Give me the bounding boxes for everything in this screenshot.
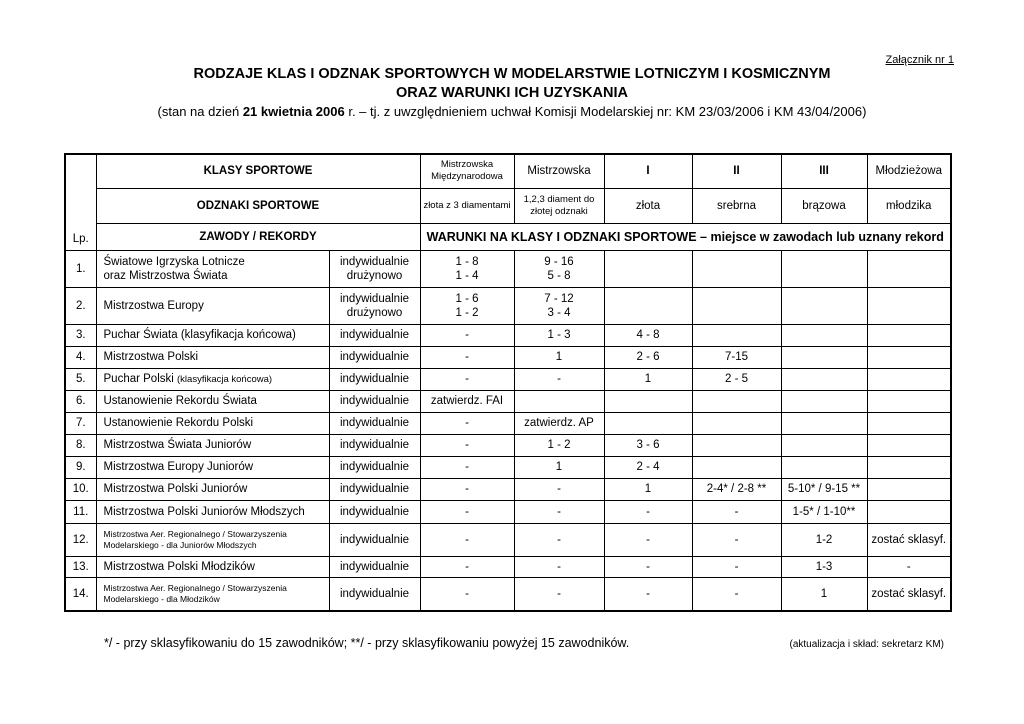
event-name: Mistrzostwa Polski: [96, 346, 329, 368]
odznaka-5: młodzika: [867, 188, 951, 223]
event-name: Mistrzostwa Aer. Regionalnego / Stowarzyszenia Modelarskiego - dla Młodzików: [96, 577, 329, 611]
cell-mm: -: [420, 556, 514, 577]
cell-ii: -: [692, 556, 781, 577]
event-type: indywidualnie: [329, 478, 420, 500]
cell-m: -: [514, 478, 604, 500]
cell-i: 1: [604, 478, 692, 500]
warunki-label: WARUNKI NA KLASY I ODZNAKI SPORTOWE – miejsce w zawodach lub uznany rekord: [420, 223, 951, 250]
table-row: [65, 412, 951, 434]
cell-ii: [692, 456, 781, 478]
event-type: indywidualnie: [329, 434, 420, 456]
event-type: indywidualnie: [329, 456, 420, 478]
odznaka-2: złota: [604, 188, 692, 223]
cell-m: zatwierdz. AP: [514, 412, 604, 434]
event-type: indywidualnie drużynowo: [329, 250, 420, 287]
page-subtitle: ORAZ WARUNKI ICH UZYSKANIA: [396, 85, 628, 101]
event-type: indywidualnie: [329, 390, 420, 412]
cell-i: [604, 250, 692, 287]
table-row: [65, 456, 951, 478]
table-row: [65, 346, 951, 368]
classes-table: [64, 153, 952, 612]
cell-m: 1: [514, 456, 604, 478]
cell-m: 7 - 12 3 - 4: [514, 287, 604, 324]
cell-m: 1 - 2: [514, 434, 604, 456]
cell-mlodz: [867, 346, 951, 368]
cell-ii: -: [692, 523, 781, 556]
cell-mlodz: zostać sklasyf.: [867, 577, 951, 611]
cell-ii: [692, 390, 781, 412]
lp-cell: 6.: [65, 390, 96, 412]
cell-i: 4 - 8: [604, 324, 692, 346]
cell-i: [604, 287, 692, 324]
cell-mm: -: [420, 368, 514, 390]
cell-m: 9 - 16 5 - 8: [514, 250, 604, 287]
cell-mlodz: [867, 368, 951, 390]
cell-mlodz: [867, 456, 951, 478]
cell-mm: -: [420, 412, 514, 434]
cell-ii: [692, 412, 781, 434]
event-name: Puchar Polski (klasyfikacja końcowa): [96, 368, 329, 390]
status-note: (stan na dzień 21 kwietnia 2006 r. – tj. z uwzględnieniem uchwał Komisji Modelarskiej nr: KM 23/03/2006 i KM 43/04/2006): [157, 104, 867, 119]
cell-mlodz: [867, 500, 951, 523]
cell-m: 1: [514, 346, 604, 368]
event-name: Mistrzostwa Polski Młodzików: [96, 556, 329, 577]
cell-m: 1 - 3: [514, 324, 604, 346]
cell-iii: [781, 390, 867, 412]
page-title: RODZAJE KLAS I ODZNAK SPORTOWYCH W MODELARSTWIE LOTNICZYM I KOSMICZNYM: [193, 66, 831, 82]
cell-ii: [692, 287, 781, 324]
klasa-2: I: [604, 154, 692, 188]
lp-cell: 5.: [65, 368, 96, 390]
cell-ii: 2-4* / 2-8 **: [692, 478, 781, 500]
event-name: Mistrzostwa Europy: [96, 287, 329, 324]
table-row: [65, 577, 951, 611]
cell-mm: -: [420, 523, 514, 556]
odznaki-label: ODZNAKI SPORTOWE: [96, 188, 420, 223]
lp-cell: 7.: [65, 412, 96, 434]
lp-cell: 11.: [65, 500, 96, 523]
cell-iii: [781, 324, 867, 346]
cell-iii: [781, 368, 867, 390]
cell-mm: -: [420, 500, 514, 523]
cell-ii: [692, 250, 781, 287]
cell-i: 2 - 6: [604, 346, 692, 368]
cell-iii: 5-10* / 9-15 **: [781, 478, 867, 500]
cell-iii: [781, 412, 867, 434]
cell-mlodz: [867, 287, 951, 324]
klasa-5: Młodzieżowa: [867, 154, 951, 188]
event-type: indywidualnie: [329, 346, 420, 368]
cell-mm: -: [420, 478, 514, 500]
cell-iii: 1: [781, 577, 867, 611]
event-name: Światowe Igrzyska Lotnicze oraz Mistrzostwa Świata: [96, 250, 329, 287]
event-type: indywidualnie: [329, 523, 420, 556]
cell-mm: -: [420, 577, 514, 611]
lp-cell: 12.: [65, 523, 96, 556]
cell-ii: [692, 324, 781, 346]
cell-mlodz: -: [867, 556, 951, 577]
odznaka-0: złota z 3 diamentami: [420, 188, 514, 223]
table-row: [65, 390, 951, 412]
cell-i: -: [604, 577, 692, 611]
lp-cell: 8.: [65, 434, 96, 456]
table-row: [65, 368, 951, 390]
cell-i: -: [604, 500, 692, 523]
attachment-label: Załącznik nr 1: [885, 54, 954, 66]
cell-mlodz: [867, 412, 951, 434]
lp-cell: 1.: [65, 250, 96, 287]
cell-iii: [781, 434, 867, 456]
event-type: indywidualnie drużynowo: [329, 287, 420, 324]
event-name: Ustanowienie Rekordu Świata: [96, 390, 329, 412]
odznaka-1: 1,2,3 diament do złotej odznaki: [514, 188, 604, 223]
cell-mm: 1 - 8 1 - 4: [420, 250, 514, 287]
cell-mlodz: [867, 390, 951, 412]
table-row: [65, 556, 951, 577]
lp-cell: 4.: [65, 346, 96, 368]
event-type: indywidualnie: [329, 412, 420, 434]
cell-mm: -: [420, 456, 514, 478]
event-type: indywidualnie: [329, 324, 420, 346]
cell-m: -: [514, 577, 604, 611]
lp-cell: 9.: [65, 456, 96, 478]
cell-iii: 1-2: [781, 523, 867, 556]
cell-mm: zatwierdz. FAI: [420, 390, 514, 412]
event-name: Mistrzostwa Polski Juniorów Młodszych: [96, 500, 329, 523]
table-row: [65, 250, 951, 287]
cell-ii: 7-15: [692, 346, 781, 368]
cell-i: -: [604, 556, 692, 577]
cell-m: -: [514, 500, 604, 523]
odznaka-4: brązowa: [781, 188, 867, 223]
table-row: [65, 287, 951, 324]
cell-iii: [781, 287, 867, 324]
lp-cell: 13.: [65, 556, 96, 577]
footnote: */ - przy sklasyfikowaniu do 15 zawodników; **/ - przy sklasyfikowaniu powyżej 15 zawodników.: [104, 636, 630, 650]
table-row: [65, 500, 951, 523]
cell-mlodz: [867, 434, 951, 456]
odznaka-3: srebrna: [692, 188, 781, 223]
cell-mlodz: zostać sklasyf.: [867, 523, 951, 556]
table-row: [65, 523, 951, 556]
cell-iii: [781, 456, 867, 478]
cell-ii: [692, 434, 781, 456]
klasa-1: Mistrzowska: [514, 154, 604, 188]
event-type: indywidualnie: [329, 368, 420, 390]
zawody-label: ZAWODY / REKORDY: [96, 223, 420, 250]
klasy-label: KLASY SPORTOWE: [96, 154, 420, 188]
event-name: Mistrzostwa Świata Juniorów: [96, 434, 329, 456]
cell-iii: [781, 346, 867, 368]
cell-m: -: [514, 556, 604, 577]
lp-cell: 3.: [65, 324, 96, 346]
lp-header: Lp.: [65, 154, 96, 250]
cell-iii: [781, 250, 867, 287]
cell-i: 3 - 6: [604, 434, 692, 456]
cell-m: -: [514, 368, 604, 390]
event-type: indywidualnie: [329, 556, 420, 577]
cell-ii: -: [692, 500, 781, 523]
cell-i: [604, 390, 692, 412]
cell-ii: -: [692, 577, 781, 611]
event-name: Ustanowienie Rekordu Polski: [96, 412, 329, 434]
cell-m: [514, 390, 604, 412]
cell-mm: -: [420, 346, 514, 368]
cell-mlodz: [867, 324, 951, 346]
table-row: [65, 324, 951, 346]
event-name: Puchar Świata (klasyfikacja końcowa): [96, 324, 329, 346]
lp-cell: 10.: [65, 478, 96, 500]
cell-mm: -: [420, 324, 514, 346]
event-type: indywidualnie: [329, 500, 420, 523]
lp-cell: 2.: [65, 287, 96, 324]
cell-i: 2 - 4: [604, 456, 692, 478]
event-name: Mistrzostwa Europy Juniorów: [96, 456, 329, 478]
event-type: indywidualnie: [329, 577, 420, 611]
cell-mlodz: [867, 478, 951, 500]
cell-i: 1: [604, 368, 692, 390]
event-name: Mistrzostwa Polski Juniorów: [96, 478, 329, 500]
table-row: [65, 434, 951, 456]
credit-note: (aktualizacja i skład: sekretarz KM): [789, 639, 944, 650]
cell-i: [604, 412, 692, 434]
cell-m: -: [514, 523, 604, 556]
cell-ii: 2 - 5: [692, 368, 781, 390]
cell-mm: -: [420, 434, 514, 456]
cell-mlodz: [867, 250, 951, 287]
klasa-4: III: [781, 154, 867, 188]
cell-mm: 1 - 6 1 - 2: [420, 287, 514, 324]
cell-i: -: [604, 523, 692, 556]
event-name: Mistrzostwa Aer. Regionalnego / Stowarzyszenia Modelarskiego - dla Juniorów Młodszych: [96, 523, 329, 556]
lp-cell: 14.: [65, 577, 96, 611]
klasa-0: Mistrzowska Międzynarodowa: [420, 154, 514, 188]
cell-iii: 1-5* / 1-10**: [781, 500, 867, 523]
cell-iii: 1-3: [781, 556, 867, 577]
table-row: [65, 478, 951, 500]
klasa-3: II: [692, 154, 781, 188]
